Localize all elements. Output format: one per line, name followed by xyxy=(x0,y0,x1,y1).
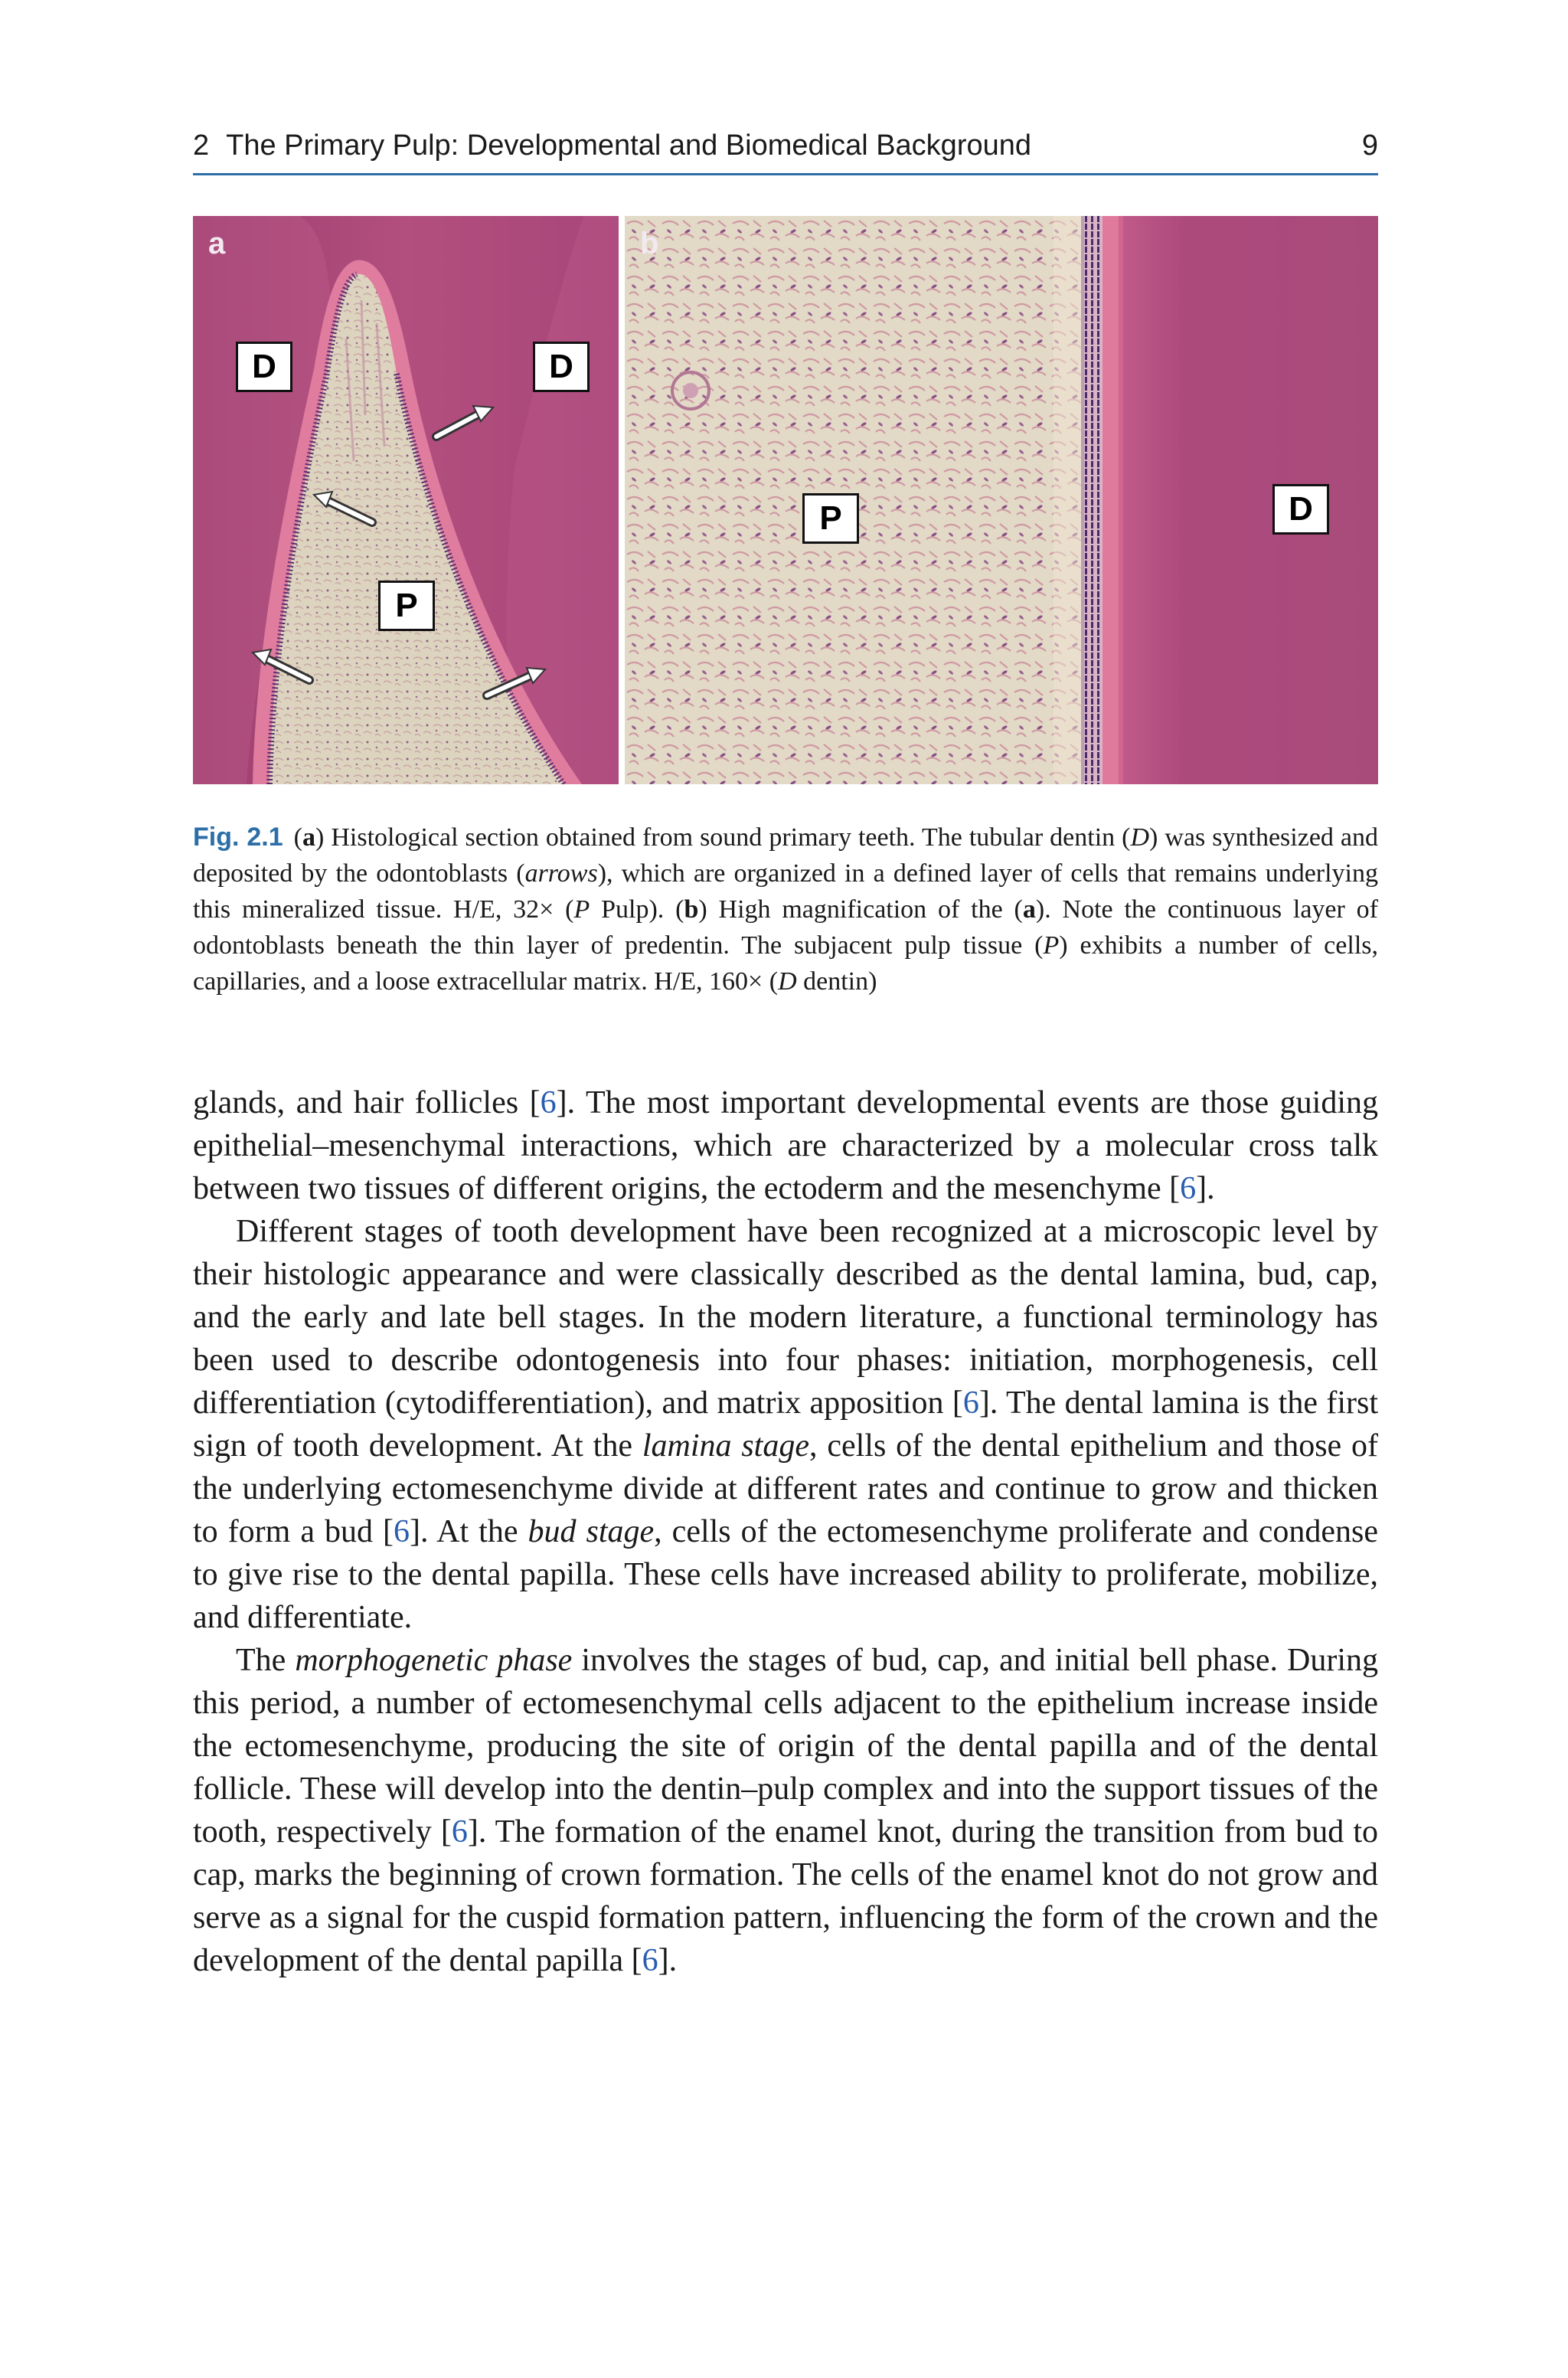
text-run: , cells of the dental epithelium and those of the underlying ectomesenchyme divide at different rates and continue to grow and thicken to form a bud [ xyxy=(193,1428,1379,1549)
body-text xyxy=(193,1081,1378,1982)
text-run: Different stages of tooth development have been recognized at a microscopic level by their histologic appearance and were classically described as the dental lamina, bud, cap, and the early and late bell stages. In the modern literature, a functional terminology has been used to describe odontogenesis into four phases: initiation, morphogenesis, cell differentiation (cytodifferentiation), and matrix apposition [ xyxy=(193,1214,1378,1421)
italic-term: morphogenetic phase xyxy=(295,1643,573,1678)
label-pulp-b: P xyxy=(802,493,859,544)
label-dentin-a-left: D xyxy=(236,342,292,392)
text-run: ]. The most important developmental events are those guiding epithelial–mesenchymal interactions, which are characterized by a molecular cross talk between two tissues of different origins, the ectoderm and the mesenchyme [ xyxy=(193,1085,1379,1206)
label-pulp-a: P xyxy=(378,581,435,631)
label-dentin-a-right: D xyxy=(533,342,590,392)
chapter-title: The Primary Pulp: Developmental and Biomedical Background xyxy=(226,129,1032,162)
paragraph xyxy=(193,1081,1378,1210)
text-run: glands, and hair follicles [ xyxy=(193,1085,541,1120)
arrow-icons xyxy=(193,216,619,784)
caption-abbrev: P xyxy=(1043,931,1060,960)
citation-link[interactable]: 6 xyxy=(642,1943,658,1978)
text-run: ]. The dental lamina is the first sign of tooth development. At the xyxy=(193,1385,1378,1464)
paragraph xyxy=(193,1210,1378,1639)
citation-link[interactable]: 6 xyxy=(1180,1171,1197,1206)
page-number: 9 xyxy=(1361,129,1378,162)
histology-image-b xyxy=(625,216,1378,784)
caption-text: ) High magnification of the ( xyxy=(698,895,1023,924)
text-run: ]. xyxy=(658,1943,678,1978)
figure-2-1 xyxy=(193,216,1378,784)
caption-panel-ref: a xyxy=(1022,895,1036,924)
text-run: The xyxy=(236,1643,296,1678)
caption-text: ) was synthesized and deposited by the odontoblasts ( xyxy=(193,823,1379,888)
paragraph xyxy=(193,1639,1378,1982)
arrow-icon xyxy=(253,649,309,680)
figure-caption xyxy=(193,819,1378,999)
panel-a xyxy=(193,216,619,784)
caption-abbrev: D xyxy=(1130,823,1150,852)
caption-italic: arrows xyxy=(524,859,598,888)
arrow-icon xyxy=(487,668,545,695)
caption-text: ( xyxy=(293,823,302,852)
italic-term: lamina stage xyxy=(642,1428,809,1464)
panel-b xyxy=(625,216,1378,784)
citation-link[interactable]: 6 xyxy=(451,1814,468,1850)
panel-letter-b: b xyxy=(640,227,659,260)
chapter-number: 2 xyxy=(193,129,210,162)
text-run: ]. xyxy=(1196,1171,1215,1206)
text-run: ]. At the xyxy=(409,1514,528,1549)
citation-link[interactable]: 6 xyxy=(393,1514,410,1549)
caption-panel-ref: b xyxy=(684,895,699,924)
figure-label: Fig. 2.1 xyxy=(193,823,283,852)
citation-link[interactable]: 6 xyxy=(962,1385,979,1421)
text-run: , cells of the ectomesenchyme proliferate and condense to give rise to the dental papilla. These cells have increased ability to proliferate, mobilize, and differentiate. xyxy=(193,1514,1379,1635)
caption-text: ), which are organized in a defined layer of cells that remains underlying this mineralized tissue. H/E, 32× ( xyxy=(193,859,1379,924)
running-head xyxy=(193,126,1031,165)
arrow-icon xyxy=(314,492,372,522)
panel-letter-a: a xyxy=(208,227,226,260)
caption-abbrev: P xyxy=(573,895,590,924)
citation-link[interactable]: 6 xyxy=(540,1085,557,1120)
text-run: ]. The formation of the enamel knot, during the transition from bud to cap, marks the beginning of crown formation. The cells of the enamel knot do not grow and serve as a signal for the cuspid formation pattern, influencing the form of the crown and the development of the dental papilla [ xyxy=(193,1814,1378,1978)
caption-text: ). Note the continuous layer of odontoblasts beneath the thin layer of predentin. The subjacent pulp tissue ( xyxy=(193,895,1378,960)
caption-text: Pulp). ( xyxy=(590,895,684,924)
caption-panel-ref: a xyxy=(302,823,315,852)
page-header xyxy=(193,123,1378,175)
caption-abbrev: D xyxy=(778,967,797,996)
italic-term: bud stage xyxy=(528,1514,655,1549)
arrow-icon xyxy=(436,406,493,437)
caption-text: dentin) xyxy=(796,967,877,996)
caption-text: ) exhibits a number of cells, capillaries, and a loose extracellular matrix. H/E, 160× ( xyxy=(193,931,1378,996)
text-run: involves the stages of bud, cap, and initial bell phase. During this period, a number of ectomesenchymal cells adjacent to the epithelium increase inside the ectomesenchyme, producing the site of origin of the dental papilla and of the dental follicle. These will develop into the dentin–pulp complex and into the support tissues of the tooth, respectively [ xyxy=(193,1643,1378,1850)
label-dentin-b: D xyxy=(1272,484,1329,535)
caption-text: ) Histological section obtained from sound primary teeth. The tubular dentin ( xyxy=(315,823,1131,852)
